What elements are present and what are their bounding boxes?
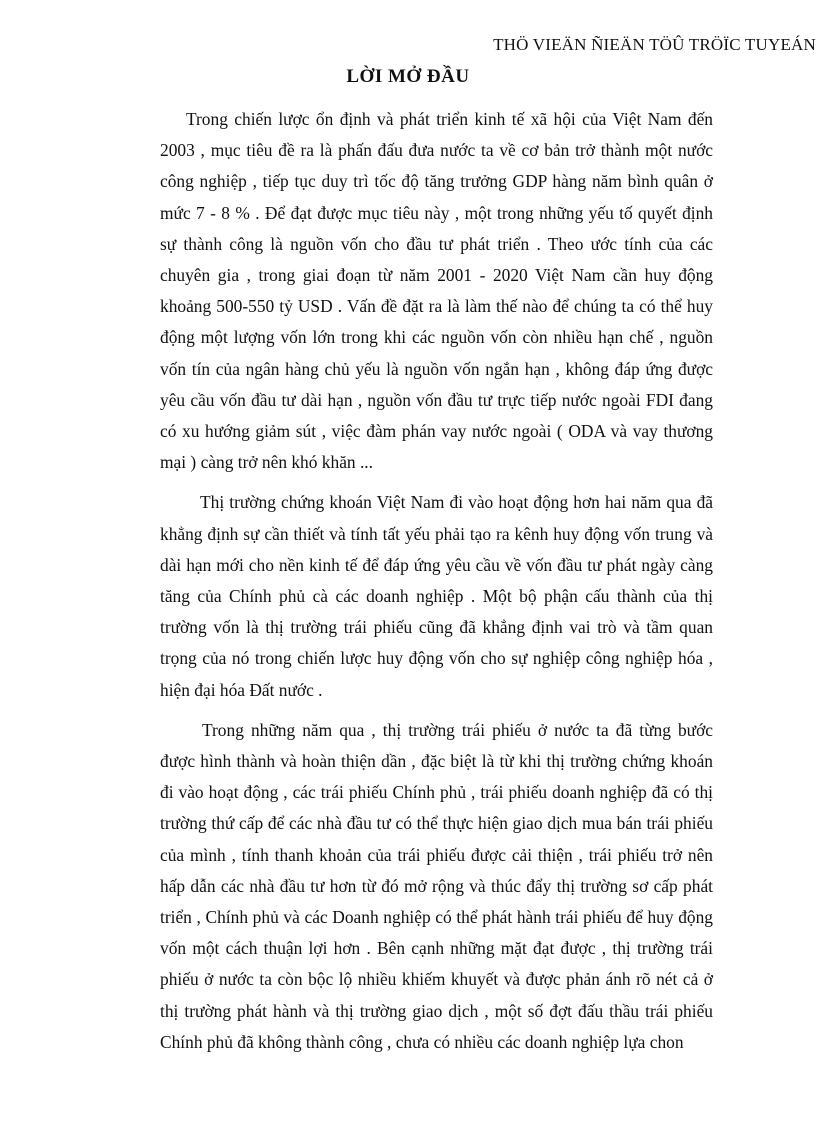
paragraph-intro: Trong chiến lược ổn định và phát triển kinh tế xã hội của Việt Nam đến 2003 , mục tiêu đề ra là phấn đấu đưa nước ta về cơ bản trở thành một nước công nghiệp , tiếp tục duy trì tốc độ tăng trưởng GDP hàng năm bình quân ở mức 7 - 8 % . Để đạt được mục tiêu này , một trong những yếu tố quyết định sự thành công là nguồn vốn cho đầu tư phát triển . Theo ước tính của các chuyên gia , trong giai đoạn từ năm 2001 - 2020 Việt Nam cần huy động khoảng 500-550 tỷ USD . Vấn đề đặt ra là làm thế nào để chúng ta có thể huy động một lượng vốn lớn trong khi các nguồn vốn còn nhiều hạn chế , nguồn vốn tín của ngân hàng chủ yếu là nguồn vốn ngắn hạn , không đáp ứng được yêu cầu vốn đầu tư dài hạn , nguồn vốn đầu tư trực tiếp nước ngoài FDI đang có xu hướng giảm sút , việc đàm phán vay nước ngoài ( ODA và vay thương mại ) càng trở nên khó khăn ... bbox=[160, 109, 713, 473]
paragraph-bond-market: Trong những năm qua , thị trường trái phiếu ở nước ta đã từng bước được hình thành và hoàn thiện dần , đặc biệt là từ khi thị trường chứng khoán đi vào hoạt động , các trái phiếu Chính phủ , trái phiếu doanh nghiệp đã có thị trường thứ cấp để các nhà đầu tư có thể thực hiện giao dịch mua bán trái phiếu của mình , tính thanh khoản của trái phiếu được cải thiện , trái phiếu trở nên hấp dẫn các nhà đầu tư hơn từ đó mở rộng và thúc đẩy thị trường sơ cấp phát triển , Chính phủ và các Doanh nghiệp có thể phát hành trái phiếu để huy động vốn một cách thuận lợi hơn . Bên cạnh những mặt đạt được , thị trường trái phiếu ở nước ta còn bộc lộ nhiều khiếm khuyết và được phản ánh rõ nét cả ở thị trường phát hành và thị trường giao dịch , một số đợt đấu thầu trái phiếu Chính phủ đã không thành công , chưa có nhiều các doanh nghiệp lựa chon bbox=[160, 719, 713, 1052]
page-title: LỜI MỞ ĐẦU bbox=[346, 66, 470, 87]
paragraph-stock-market: Thị trường chứng khoán Việt Nam đi vào hoạt động hơn hai năm qua đã khẳng định sự cần thiết và tính tất yếu phải tạo ra kênh huy động vốn trung và dài hạn mới cho nền kinh tế để đáp ứng yêu cầu về vốn đầu tư phát ngày càng tăng của Chính phủ cà các doanh nghiệp . Một bộ phận cấu thành của thị trường vốn là thị trường trái phiếu cũng đã khẳng định vai trò và tầm quan trọng của nó trong chiến lược huy động vốn cho sự nghiệp công nghiệp hóa , hiện đại hóa Đất nước . bbox=[160, 492, 713, 700]
document-body bbox=[160, 104, 713, 1058]
running-header: THÖ VIEÄN ÑIEÄN TÖÛ TRÖÏC TUYEÁN bbox=[493, 35, 816, 54]
